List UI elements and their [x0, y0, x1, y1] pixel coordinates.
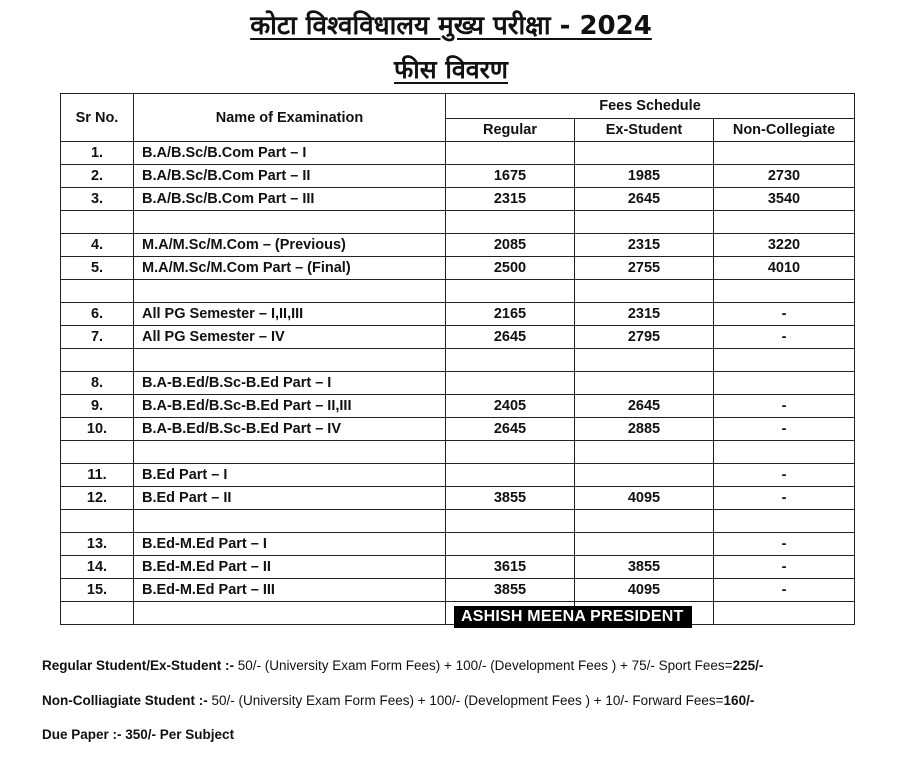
cell-non-collegiate-fee: - — [714, 395, 855, 418]
cell-sr-no: 14. — [61, 556, 134, 579]
cell-exam-name: All PG Semester – I,II,III — [134, 303, 446, 326]
cell-sr-no: 15. — [61, 579, 134, 602]
cell-ex-student-fee — [575, 510, 714, 533]
header-sr-no: Sr No. — [61, 94, 134, 142]
cell-exam-name: B.A/B.Sc/B.Com Part – II — [134, 165, 446, 188]
note-regular — [42, 658, 763, 673]
cell-exam-name: M.A/M.Sc/M.Com Part – (Final) — [134, 257, 446, 280]
cell-exam-name — [134, 510, 446, 533]
note-regular-label: Regular Student/Ex-Student :- — [42, 658, 234, 673]
cell-regular-fee — [446, 211, 575, 234]
note-non-collegiate-label: Non-Colliagiate Student :- — [42, 693, 208, 708]
table-row — [61, 142, 855, 165]
table-row — [61, 165, 855, 188]
cell-exam-name — [134, 211, 446, 234]
cell-sr-no — [61, 602, 134, 625]
header-non-collegiate: Non-Collegiate — [714, 119, 855, 142]
cell-sr-no: 4. — [61, 234, 134, 257]
table-row — [61, 234, 855, 257]
table-row — [61, 464, 855, 487]
cell-ex-student-fee: 4095 — [575, 579, 714, 602]
cell-ex-student-fee — [575, 441, 714, 464]
cell-non-collegiate-fee: - — [714, 533, 855, 556]
cell-sr-no — [61, 441, 134, 464]
cell-non-collegiate-fee: - — [714, 556, 855, 579]
cell-regular-fee: 3855 — [446, 487, 575, 510]
table-row — [61, 372, 855, 395]
cell-regular-fee: 2315 — [446, 188, 575, 211]
cell-exam-name: M.A/M.Sc/M.Com – (Previous) — [134, 234, 446, 257]
cell-sr-no: 6. — [61, 303, 134, 326]
cell-ex-student-fee: 4095 — [575, 487, 714, 510]
cell-sr-no: 13. — [61, 533, 134, 556]
cell-non-collegiate-fee: - — [714, 579, 855, 602]
cell-ex-student-fee: 3855 — [575, 556, 714, 579]
header-fees-schedule: Fees Schedule — [446, 94, 855, 119]
fees-table-body — [61, 142, 855, 625]
cell-ex-student-fee — [575, 211, 714, 234]
table-row — [61, 533, 855, 556]
cell-sr-no: 5. — [61, 257, 134, 280]
cell-exam-name: B.A/B.Sc/B.Com Part – III — [134, 188, 446, 211]
cell-exam-name: B.A/B.Sc/B.Com Part – I — [134, 142, 446, 165]
cell-ex-student-fee: 2795 — [575, 326, 714, 349]
cell-exam-name — [134, 441, 446, 464]
note-regular-total: 225/- — [732, 658, 764, 673]
cell-ex-student-fee: 2315 — [575, 234, 714, 257]
header-ex-student: Ex-Student — [575, 119, 714, 142]
cell-exam-name: B.Ed-M.Ed Part – III — [134, 579, 446, 602]
cell-sr-no: 11. — [61, 464, 134, 487]
table-row — [61, 579, 855, 602]
cell-regular-fee: 2165 — [446, 303, 575, 326]
cell-sr-no — [61, 211, 134, 234]
cell-non-collegiate-fee: - — [714, 487, 855, 510]
cell-ex-student-fee: 2645 — [575, 188, 714, 211]
table-row — [61, 188, 855, 211]
cell-regular-fee — [446, 441, 575, 464]
cell-ex-student-fee: 2755 — [575, 257, 714, 280]
table-row — [61, 441, 855, 464]
note-due-paper — [42, 727, 234, 742]
cell-sr-no: 1. — [61, 142, 134, 165]
cell-non-collegiate-fee: - — [714, 464, 855, 487]
cell-exam-name: B.Ed Part – II — [134, 487, 446, 510]
table-row — [61, 395, 855, 418]
watermark-label: ASHISH MEENA PRESIDENT — [454, 606, 692, 628]
cell-exam-name: B.A-B.Ed/B.Sc-B.Ed Part – IV — [134, 418, 446, 441]
cell-regular-fee — [446, 464, 575, 487]
table-row — [61, 510, 855, 533]
cell-regular-fee: 1675 — [446, 165, 575, 188]
cell-non-collegiate-fee — [714, 602, 855, 625]
cell-sr-no: 7. — [61, 326, 134, 349]
cell-non-collegiate-fee — [714, 211, 855, 234]
cell-ex-student-fee — [575, 280, 714, 303]
cell-exam-name: All PG Semester – IV — [134, 326, 446, 349]
cell-sr-no: 3. — [61, 188, 134, 211]
table-row — [61, 280, 855, 303]
cell-ex-student-fee — [575, 533, 714, 556]
cell-non-collegiate-fee — [714, 142, 855, 165]
table-row — [61, 326, 855, 349]
cell-exam-name: B.Ed-M.Ed Part – I — [134, 533, 446, 556]
subtitle-text: फीस विवरण — [394, 55, 508, 84]
table-row — [61, 211, 855, 234]
table-row — [61, 349, 855, 372]
cell-non-collegiate-fee: 2730 — [714, 165, 855, 188]
cell-non-collegiate-fee: - — [714, 418, 855, 441]
cell-regular-fee: 2405 — [446, 395, 575, 418]
cell-regular-fee: 2500 — [446, 257, 575, 280]
cell-sr-no: 2. — [61, 165, 134, 188]
table-row — [61, 257, 855, 280]
fees-table — [60, 93, 855, 625]
cell-sr-no: 8. — [61, 372, 134, 395]
cell-non-collegiate-fee — [714, 372, 855, 395]
cell-exam-name — [134, 280, 446, 303]
cell-regular-fee: 3615 — [446, 556, 575, 579]
table-row — [61, 303, 855, 326]
cell-regular-fee — [446, 510, 575, 533]
note-regular-text: 50/- (University Exam Form Fees) + 100/- (Development Fees ) + 75/- Sport Fees= — [234, 658, 733, 673]
header-name: Name of Examination — [134, 94, 446, 142]
cell-non-collegiate-fee: 4010 — [714, 257, 855, 280]
cell-regular-fee: 2085 — [446, 234, 575, 257]
cell-non-collegiate-fee: - — [714, 303, 855, 326]
page-subtitle — [0, 52, 902, 86]
cell-non-collegiate-fee: 3220 — [714, 234, 855, 257]
cell-regular-fee — [446, 280, 575, 303]
cell-regular-fee — [446, 372, 575, 395]
cell-non-collegiate-fee — [714, 510, 855, 533]
cell-regular-fee — [446, 349, 575, 372]
cell-non-collegiate-fee — [714, 280, 855, 303]
cell-ex-student-fee: 2645 — [575, 395, 714, 418]
cell-exam-name — [134, 349, 446, 372]
cell-exam-name — [134, 602, 446, 625]
cell-regular-fee — [446, 142, 575, 165]
cell-exam-name: B.Ed-M.Ed Part – II — [134, 556, 446, 579]
table-row — [61, 487, 855, 510]
cell-exam-name: B.Ed Part – I — [134, 464, 446, 487]
cell-exam-name: B.A-B.Ed/B.Sc-B.Ed Part – II,III — [134, 395, 446, 418]
cell-non-collegiate-fee: - — [714, 326, 855, 349]
cell-sr-no: 10. — [61, 418, 134, 441]
table-row — [61, 418, 855, 441]
cell-sr-no — [61, 280, 134, 303]
note-non-collegiate-text: 50/- (University Exam Form Fees) + 100/- (Development Fees ) + 10/- Forward Fees= — [207, 693, 724, 708]
cell-ex-student-fee — [575, 142, 714, 165]
table-row — [61, 556, 855, 579]
cell-ex-student-fee: 1985 — [575, 165, 714, 188]
cell-regular-fee — [446, 533, 575, 556]
title-text: कोटा विश्वविधालय मुख्य परीक्षा - 2024 — [250, 11, 652, 41]
cell-exam-name: B.A-B.Ed/B.Sc-B.Ed Part – I — [134, 372, 446, 395]
cell-non-collegiate-fee: 3540 — [714, 188, 855, 211]
note-non-collegiate — [42, 693, 754, 708]
cell-regular-fee: 2645 — [446, 418, 575, 441]
cell-sr-no: 12. — [61, 487, 134, 510]
cell-non-collegiate-fee — [714, 441, 855, 464]
note-due-paper-label: Due Paper :- 350/- Per Subject — [42, 727, 235, 742]
cell-ex-student-fee: 2885 — [575, 418, 714, 441]
cell-sr-no — [61, 510, 134, 533]
cell-regular-fee: 2645 — [446, 326, 575, 349]
cell-ex-student-fee: 2315 — [575, 303, 714, 326]
page-title — [0, 6, 902, 42]
cell-ex-student-fee — [575, 349, 714, 372]
cell-sr-no — [61, 349, 134, 372]
note-non-collegiate-total: 160/- — [723, 693, 755, 708]
cell-non-collegiate-fee — [714, 349, 855, 372]
cell-ex-student-fee — [575, 372, 714, 395]
cell-ex-student-fee — [575, 464, 714, 487]
cell-sr-no: 9. — [61, 395, 134, 418]
cell-regular-fee: 3855 — [446, 579, 575, 602]
header-regular: Regular — [446, 119, 575, 142]
